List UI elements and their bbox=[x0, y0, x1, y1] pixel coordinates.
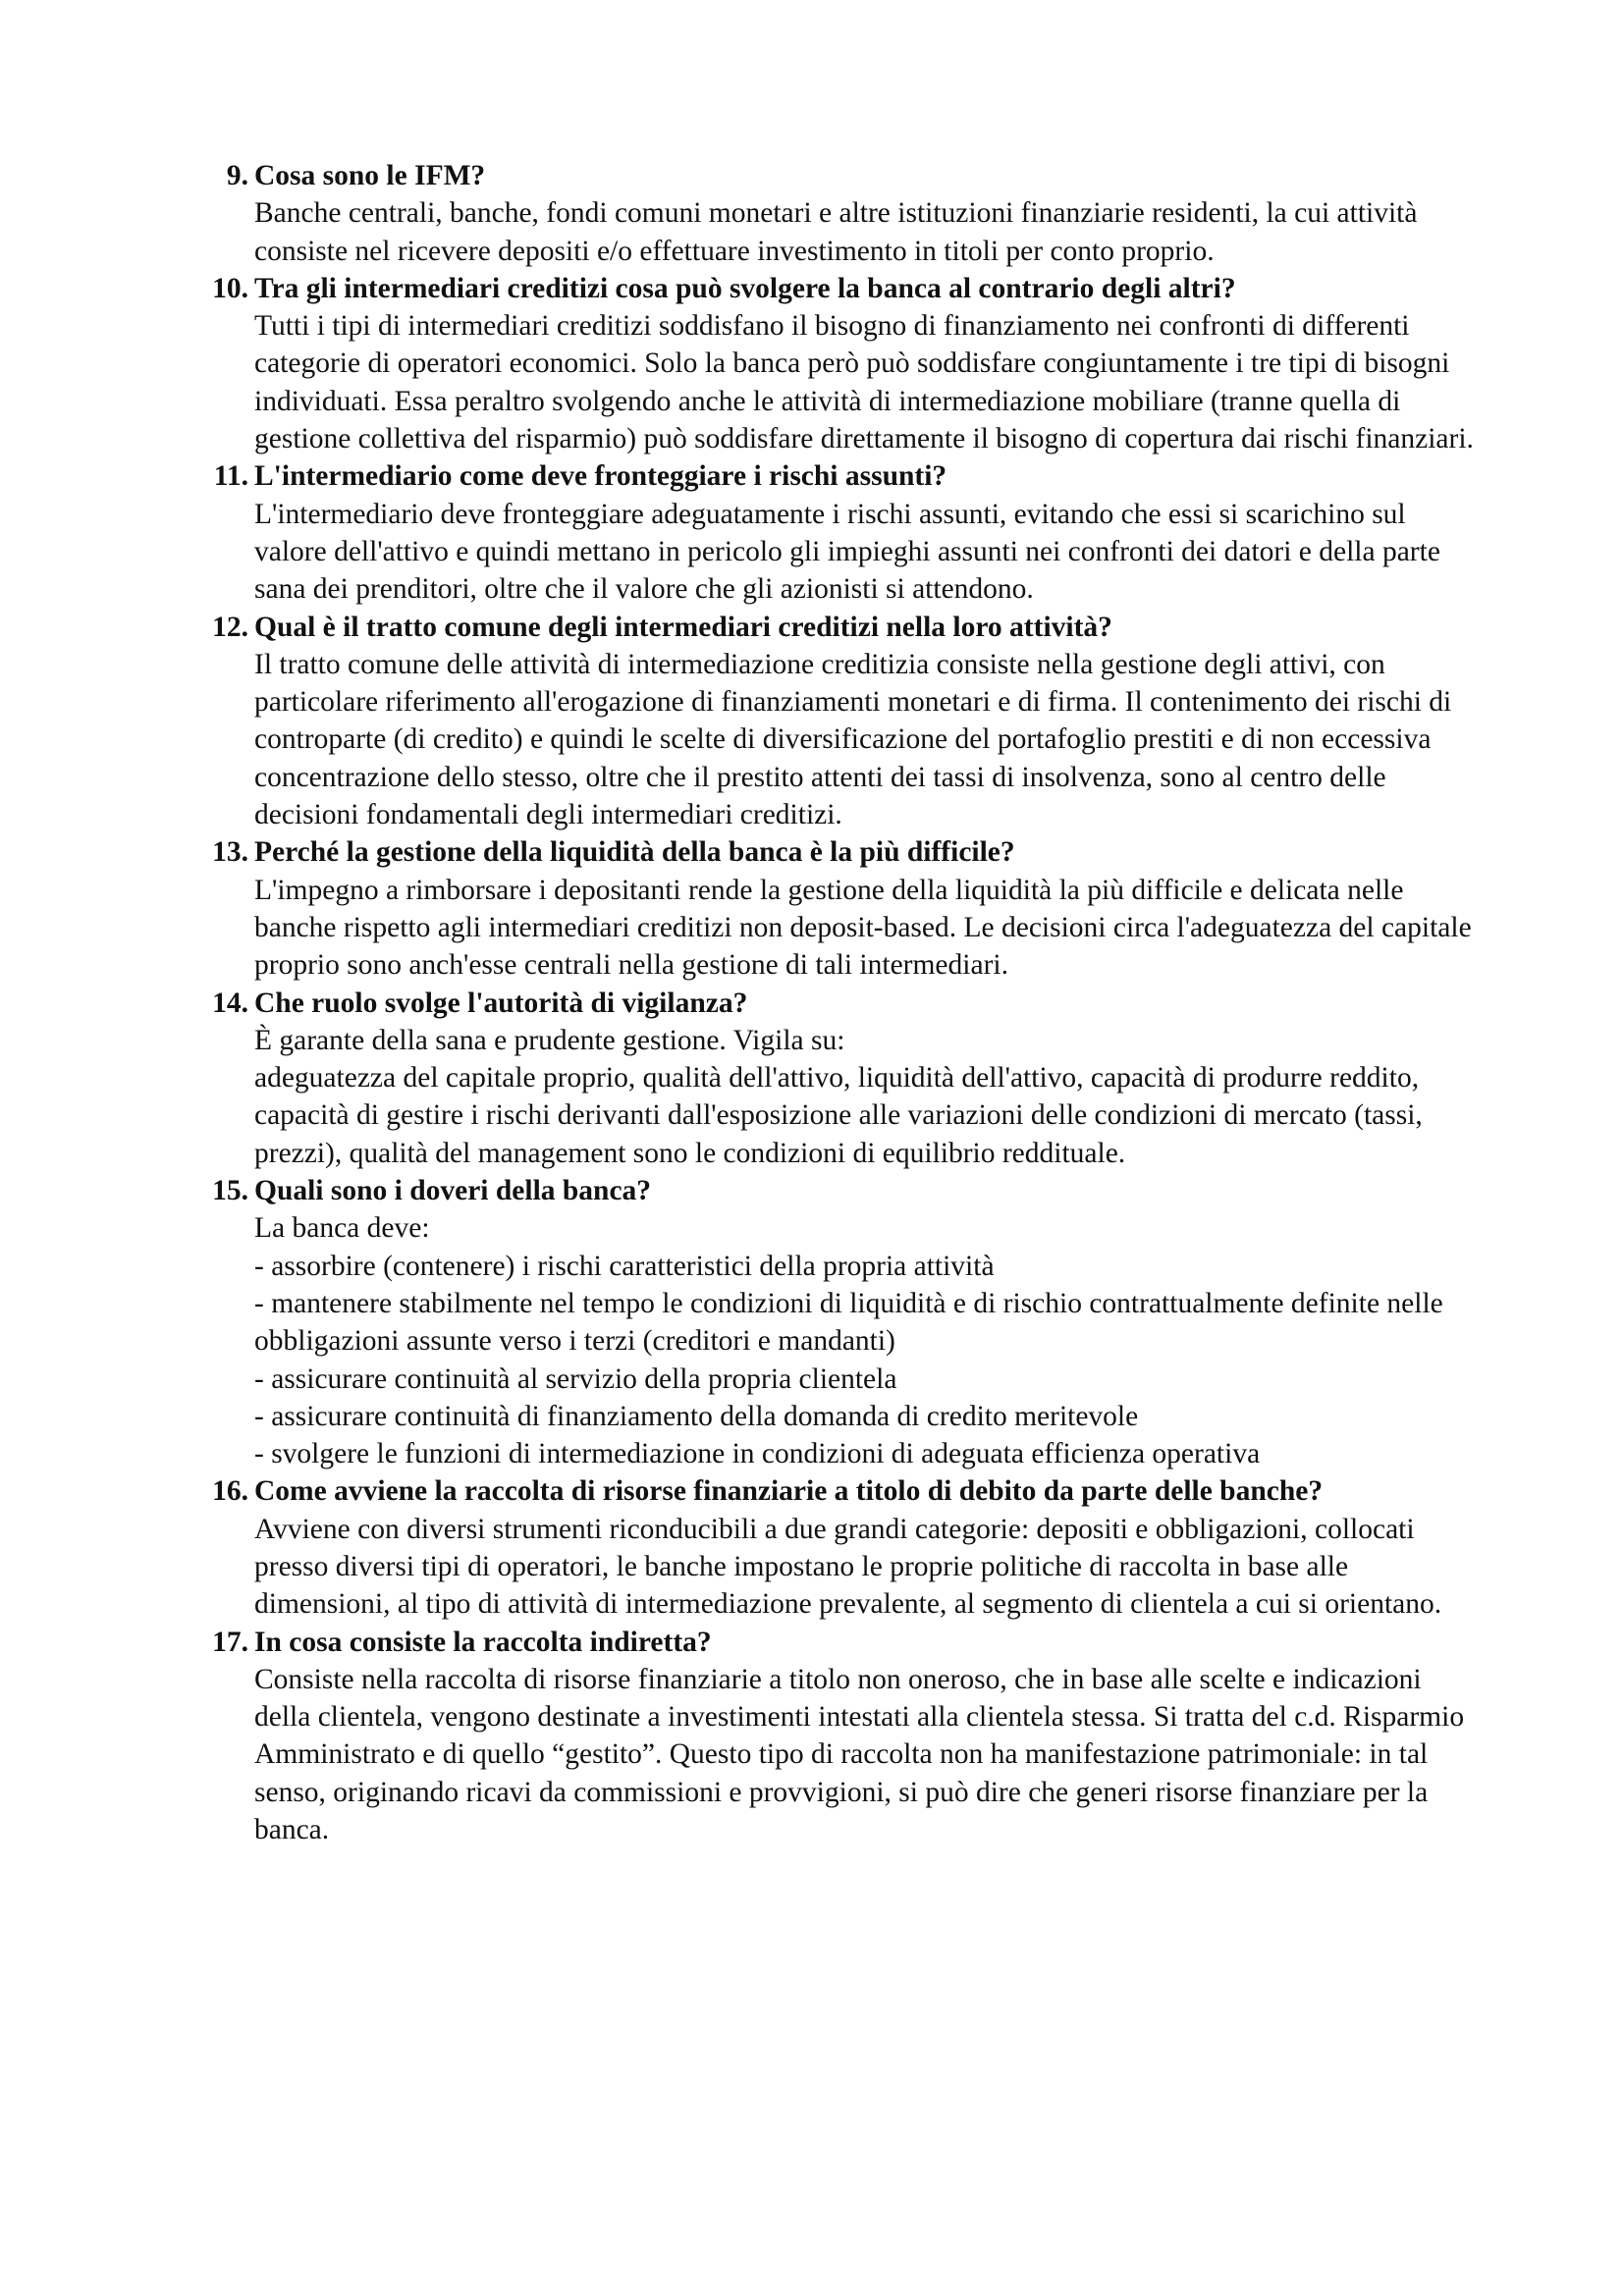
question-text: Che ruolo svolge l'autorità di vigilanza? bbox=[254, 987, 748, 1019]
answer-paragraph: Tutti i tipi di intermediari creditizi soddisfano il bisogno di finanziamento nei confronti di differenti categorie di operatori economici. Solo la banca però può soddisfare congiuntamente i tre tipi di bisogni individuati. Essa peraltro svolgendo anche le attività di intermediazione mobiliare (tranne quella di gestione collettiva del risparmio) può soddisfare direttamente il bisogno di copertura dai rischi finanziari. bbox=[254, 310, 1474, 455]
question-text: Tra gli intermediari creditizi cosa può svolgere la banca al contrario degli altri? bbox=[254, 272, 1236, 304]
answer-paragraph: Banche centrali, banche, fondi comuni monetari e altre istituzioni finanziarie residenti, la cui attività consiste nel ricevere depositi e/o effettuare investimento in titoli per conto proprio. bbox=[254, 197, 1418, 267]
answer-text bbox=[254, 872, 1482, 985]
qa-item-15 bbox=[205, 1172, 1482, 1472]
qa-item-14 bbox=[205, 985, 1482, 1172]
qa-item-16 bbox=[205, 1472, 1482, 1623]
answer-paragraph: Avviene con diversi strumenti riconducibili a due grandi categorie: depositi e obbligazioni, collocati presso diversi tipi di operatori, le banche impostano le proprie politiche di raccolta in base alle dimensioni, al tipo di attività di intermediazione prevalente, al segmento di clientela a cui si orientano. bbox=[254, 1513, 1442, 1621]
question-number: 17. bbox=[212, 1626, 248, 1658]
question-number: 16. bbox=[212, 1475, 248, 1508]
question-text: Qual è il tratto comune degli intermediari creditizi nella loro attività? bbox=[254, 611, 1112, 643]
duty-list-item: - assicurare continuità di finanziamento della domanda di credito meritevole bbox=[254, 1400, 1139, 1432]
qa-item-17 bbox=[205, 1624, 1482, 1849]
question-text: Quali sono i doveri della banca? bbox=[254, 1175, 652, 1207]
qa-item-11 bbox=[205, 457, 1482, 608]
question-number: 12. bbox=[212, 611, 248, 643]
answer-intro: La banca deve: bbox=[254, 1212, 430, 1245]
question-number: 9. bbox=[226, 160, 248, 191]
answer-text bbox=[254, 1661, 1482, 1848]
answer-text bbox=[254, 1511, 1482, 1624]
answer-text bbox=[254, 496, 1482, 609]
answer-paragraph: adeguatezza del capitale proprio, qualità dell'attivo, liquidità dell'attivo, capacità di produrre reddito, capacità di gestire i rischi derivanti dall'esposizione alle variazioni delle condizioni di mercato (tassi, prezzi), qualità del management sono le condizioni di equilibrio reddituale. bbox=[254, 1062, 1423, 1169]
question-number: 14. bbox=[212, 987, 248, 1019]
qa-item-9 bbox=[205, 157, 1482, 270]
answer-paragraph: Consiste nella raccolta di risorse finanziarie a titolo non oneroso, che in base alle scelte e indicazioni della clientela, vengono destinate a investimenti intestati alla clientela stessa. Si tratta del c.d. Risparmio Amministrato e di quello “gestito”. Questo tipo di raccolta non ha manifestazione patrimoniale: in tal senso, originando ricavi da commissioni e provvigioni, si può dire che generi risorse finanziare per la banca. bbox=[254, 1663, 1465, 1846]
question-number: 15. bbox=[212, 1175, 248, 1207]
question-text: Cosa sono le IFM? bbox=[254, 160, 486, 191]
question-text: In cosa consiste la raccolta indiretta? bbox=[254, 1626, 712, 1658]
question-text: Come avviene la raccolta di risorse finanziarie a titolo di debito da parte delle banche? bbox=[254, 1475, 1324, 1508]
answer-paragraph: È garante della sana e prudente gestione. Vigila su: bbox=[254, 1024, 845, 1056]
qa-item-13 bbox=[205, 833, 1482, 984]
answer-paragraph: L'impegno a rimborsare i depositanti rende la gestione della liquidità la più difficile e delicata nelle banche rispetto agli intermediari creditizi non deposit-based. Le decisioni circa l'adeguatezza del capitale proprio sono anch'esse centrali nella gestione di tali intermediari. bbox=[254, 874, 1472, 982]
qa-list bbox=[205, 157, 1482, 1848]
question-number: 13. bbox=[212, 836, 248, 869]
answer-text bbox=[254, 1209, 1482, 1472]
duty-list-item: - mantenere stabilmente nel tempo le condizioni di liquidità e di rischio contrattualmente definite nelle obbligazioni assunte verso i terzi (creditori e mandanti) bbox=[254, 1287, 1443, 1358]
answer-text bbox=[254, 194, 1482, 270]
answer-text bbox=[254, 1022, 1482, 1172]
answer-text bbox=[254, 307, 1482, 457]
answer-paragraph: Il tratto comune delle attività di intermediazione creditizia consiste nella gestione degli attivi, con particolare riferimento all'erogazione di finanziamenti monetari e di firma. Il contenimento dei rischi di controparte (di credito) e quindi le scelte di diversificazione del portafoglio prestiti e di non eccessiva concentrazione dello stesso, oltre che il prestito attenti dei tassi di insolvenza, sono al centro delle decisioni fondamentali degli intermediari creditizi. bbox=[254, 648, 1452, 831]
question-text: L'intermediario come deve fronteggiare i rischi assunti? bbox=[254, 460, 947, 493]
answer-text bbox=[254, 646, 1482, 833]
duty-list-item: - assorbire (contenere) i rischi caratteristici della propria attività bbox=[254, 1250, 995, 1282]
question-text: Perché la gestione della liquidità della banca è la più difficile? bbox=[254, 836, 1015, 869]
answer-paragraph: L'intermediario deve fronteggiare adeguatamente i rischi assunti, evitando che essi si scarichino sul valore dell'attivo e quindi mettano in pericolo gli impieghi assunti nei confronti dei datori e della parte sana dei prenditori, oltre che il valore che gli azionisti si attendono. bbox=[254, 498, 1440, 606]
qa-item-10 bbox=[205, 270, 1482, 457]
duty-list-item: - assicurare continuità al servizio della propria clientela bbox=[254, 1362, 897, 1395]
duty-list-item: - svolgere le funzioni di intermediazione in condizioni di adeguata efficienza operativa bbox=[254, 1438, 1261, 1470]
question-number: 11. bbox=[213, 460, 248, 493]
question-number: 10. bbox=[212, 272, 248, 304]
qa-item-12 bbox=[205, 609, 1482, 834]
